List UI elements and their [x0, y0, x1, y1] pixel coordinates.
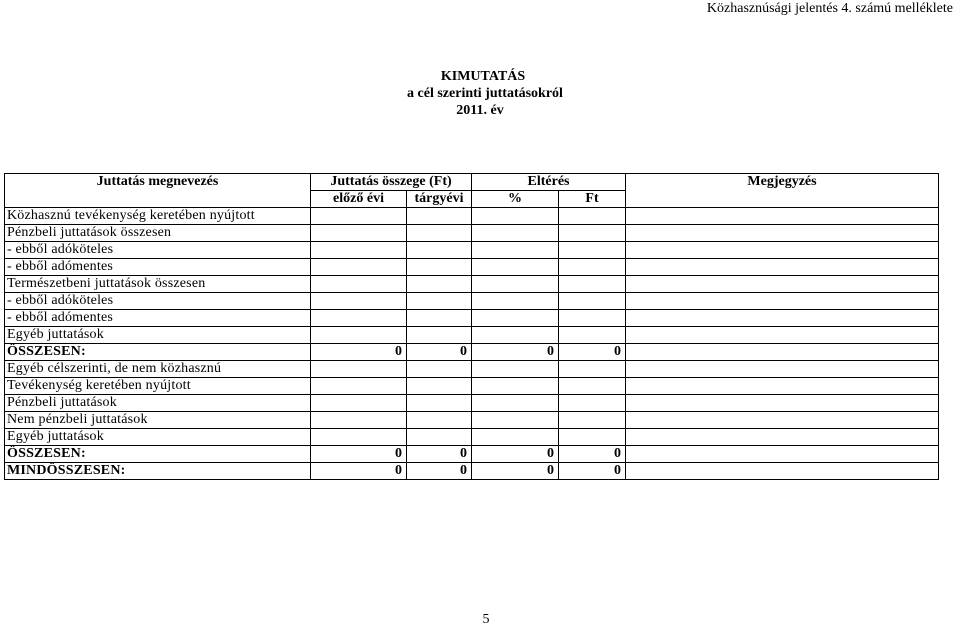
table-row — [5, 327, 939, 344]
note-cell — [626, 361, 939, 378]
header-note: Megjegyzés — [626, 174, 939, 208]
note-cell — [626, 259, 939, 276]
diff-ft-value — [559, 361, 626, 378]
header-row-1 — [5, 174, 939, 191]
prev-year-value — [311, 361, 407, 378]
diff-percent-value — [472, 259, 559, 276]
row-label: ÖSSZESEN: — [5, 446, 311, 463]
page-number: 5 — [482, 612, 490, 627]
table-row — [5, 361, 939, 378]
table-row — [5, 446, 939, 463]
table-row — [5, 310, 939, 327]
row-label: Pénzbeli juttatások — [5, 395, 311, 412]
table-row — [5, 429, 939, 446]
table-row — [5, 378, 939, 395]
row-label: ÖSSZESEN: — [5, 344, 311, 361]
row-label: Közhasznú tevékenység keretében nyújtott — [5, 208, 311, 225]
prev-year-value: 0 — [311, 463, 407, 480]
row-label: Pénzbeli juttatások összesen — [5, 225, 311, 242]
note-cell — [626, 412, 939, 429]
prev-year-value: 0 — [311, 344, 407, 361]
title-line-1: KIMUTATÁS — [440, 69, 526, 84]
row-label: - ebből adóköteles — [5, 293, 311, 310]
title-line-3: 2011. év — [456, 103, 504, 118]
note-cell — [626, 276, 939, 293]
diff-percent-value — [472, 412, 559, 429]
header-prev-year: előző évi — [311, 191, 407, 208]
diff-percent-value — [472, 327, 559, 344]
note-cell — [626, 242, 939, 259]
curr-year-value — [407, 395, 472, 412]
prev-year-value: 0 — [311, 446, 407, 463]
note-cell — [626, 327, 939, 344]
header-diff: Eltérés — [472, 174, 626, 191]
prev-year-value — [311, 327, 407, 344]
table-row — [5, 344, 939, 361]
curr-year-value: 0 — [407, 344, 472, 361]
diff-ft-value — [559, 276, 626, 293]
curr-year-value — [407, 361, 472, 378]
diff-ft-value — [559, 259, 626, 276]
prev-year-value — [311, 259, 407, 276]
curr-year-value — [407, 276, 472, 293]
diff-ft-value: 0 — [559, 344, 626, 361]
note-cell — [626, 310, 939, 327]
note-cell — [626, 429, 939, 446]
prev-year-value — [311, 378, 407, 395]
prev-year-value — [311, 225, 407, 242]
table-row — [5, 412, 939, 429]
prev-year-value — [311, 395, 407, 412]
curr-year-value: 0 — [407, 446, 472, 463]
row-label: MINDÖSSZESEN: — [5, 463, 311, 480]
table-row — [5, 242, 939, 259]
table-row — [5, 395, 939, 412]
table-row — [5, 259, 939, 276]
curr-year-value — [407, 225, 472, 242]
note-cell — [626, 395, 939, 412]
note-cell — [626, 225, 939, 242]
prev-year-value — [311, 276, 407, 293]
diff-ft-value — [559, 378, 626, 395]
row-label: Egyéb célszerinti, de nem közhasznú — [5, 361, 311, 378]
diff-ft-value — [559, 208, 626, 225]
diff-ft-value — [559, 327, 626, 344]
header-percent: % — [472, 191, 559, 208]
note-cell — [626, 293, 939, 310]
table-row — [5, 293, 939, 310]
curr-year-value: 0 — [407, 463, 472, 480]
header-amount: Juttatás összege (Ft) — [311, 174, 472, 191]
diff-percent-value — [472, 225, 559, 242]
header-name: Juttatás megnevezés — [5, 174, 311, 208]
table-row — [5, 208, 939, 225]
header-curr-year: tárgyévi — [407, 191, 472, 208]
diff-percent-value — [472, 293, 559, 310]
prev-year-value — [311, 208, 407, 225]
row-label: - ebből adóköteles — [5, 242, 311, 259]
prev-year-value — [311, 293, 407, 310]
prev-year-value — [311, 429, 407, 446]
curr-year-value — [407, 327, 472, 344]
prev-year-value — [311, 242, 407, 259]
title-line-2: a cél szerinti juttatásokról — [407, 86, 563, 101]
diff-ft-value — [559, 242, 626, 259]
diff-percent-value: 0 — [472, 463, 559, 480]
row-label: Természetbeni juttatások összesen — [5, 276, 311, 293]
prev-year-value — [311, 310, 407, 327]
row-label: - ebből adómentes — [5, 259, 311, 276]
document-title — [0, 68, 960, 119]
diff-ft-value: 0 — [559, 463, 626, 480]
diff-percent-value: 0 — [472, 344, 559, 361]
row-label: Tevékenység keretében nyújtott — [5, 378, 311, 395]
diff-ft-value — [559, 225, 626, 242]
diff-percent-value: 0 — [472, 446, 559, 463]
curr-year-value — [407, 378, 472, 395]
diff-ft-value — [559, 412, 626, 429]
curr-year-value — [407, 310, 472, 327]
diff-percent-value — [472, 310, 559, 327]
diff-percent-value — [472, 378, 559, 395]
curr-year-value — [407, 208, 472, 225]
note-cell — [626, 208, 939, 225]
note-cell — [626, 378, 939, 395]
note-cell — [626, 446, 939, 463]
header-ft: Ft — [559, 191, 626, 208]
diff-percent-value — [472, 276, 559, 293]
curr-year-value — [407, 412, 472, 429]
diff-percent-value — [472, 361, 559, 378]
table-row — [5, 463, 939, 480]
diff-ft-value — [559, 310, 626, 327]
note-cell — [626, 344, 939, 361]
row-label: - ebből adómentes — [5, 310, 311, 327]
diff-percent-value — [472, 208, 559, 225]
table-row — [5, 276, 939, 293]
prev-year-value — [311, 412, 407, 429]
diff-percent-value — [472, 395, 559, 412]
curr-year-value — [407, 259, 472, 276]
diff-ft-value — [559, 293, 626, 310]
annex-label: Közhasznúsági jelentés 4. számú melléklete — [706, 1, 953, 16]
row-label: Egyéb juttatások — [5, 327, 311, 344]
note-cell — [626, 463, 939, 480]
diff-percent-value — [472, 242, 559, 259]
diff-ft-value: 0 — [559, 446, 626, 463]
curr-year-value — [407, 242, 472, 259]
row-label: Nem pénzbeli juttatások — [5, 412, 311, 429]
table-row — [5, 225, 939, 242]
row-label: Egyéb juttatások — [5, 429, 311, 446]
benefits-table — [4, 173, 939, 480]
curr-year-value — [407, 429, 472, 446]
diff-percent-value — [472, 429, 559, 446]
diff-ft-value — [559, 429, 626, 446]
curr-year-value — [407, 293, 472, 310]
diff-ft-value — [559, 395, 626, 412]
